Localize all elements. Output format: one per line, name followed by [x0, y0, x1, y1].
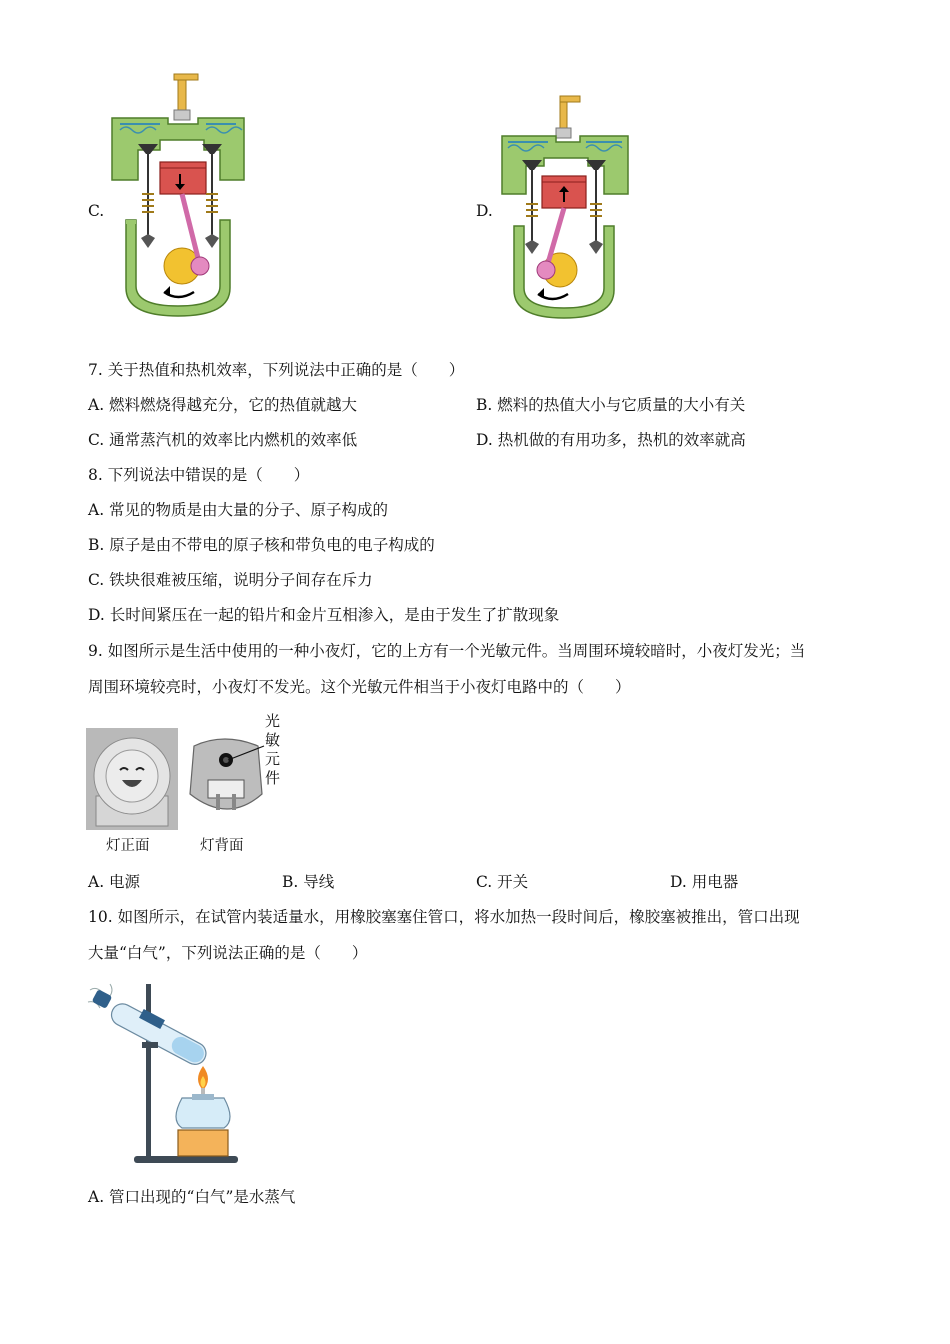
q7-option-a: A. 燃料燃烧得越充分，它的热值就越大: [88, 396, 358, 414]
option-c-label: C.: [88, 202, 105, 220]
question-7-stem: 7. 关于热值和热机效率，下列说法中正确的是（ ）: [88, 361, 465, 379]
question-10-stem-line1: 10. 如图所示，在试管内装适量水，用橡胶塞塞住管口，将水加热一段时间后，橡胶塞被推出，管口出现: [88, 908, 800, 926]
engine-diagram-c: [108, 70, 248, 322]
test-tube-heating-diagram: [86, 980, 246, 1168]
q7-option-c: C. 通常蒸汽机的效率比内燃机的效率低: [88, 431, 358, 449]
sensor-label: [265, 712, 285, 788]
q8-option-a: A. 常见的物质是由大量的分子、原子构成的: [88, 501, 389, 519]
q9-option-d: D. 用电器: [670, 873, 739, 891]
question-9-stem-line1: 9. 如图所示是生活中使用的一种小夜灯，它的上方有一个光敏元件。当周围环境较暗时，小夜灯发光；当: [88, 642, 806, 660]
q9-option-c: C. 开关: [476, 873, 529, 891]
q9-option-a: A. 电源: [88, 873, 141, 891]
question-8-stem: 8. 下列说法中错误的是（ ）: [88, 466, 310, 484]
q8-option-c: C. 铁块很难被压缩，说明分子间存在斥力: [88, 571, 373, 589]
q7-option-b: B. 燃料的热值大小与它质量的大小有关: [476, 396, 746, 414]
engine-diagram-d: [498, 94, 638, 324]
q10-option-a: A. 管口出现的“白气”是水蒸气: [88, 1188, 296, 1206]
sensor-label-char: 件: [265, 769, 281, 787]
sensor-label-char: 敏: [265, 731, 281, 749]
q8-option-d: D. 长时间紧压在一起的铅片和金片互相渗入，是由于发生了扩散现象: [88, 606, 560, 624]
night-light-front-photo: [86, 728, 178, 830]
sensor-pointer-line: [226, 740, 266, 764]
option-d-label: D.: [476, 202, 493, 220]
q7-option-d: D. 热机做的有用功多，热机的效率就高: [476, 431, 746, 449]
q9-option-b: B. 导线: [282, 873, 335, 891]
caption-front: 灯正面: [106, 838, 150, 854]
sensor-label-char: 光: [265, 712, 281, 730]
question-10-stem-line2: 大量“白气”，下列说法正确的是（ ）: [88, 944, 368, 962]
question-9-stem-line2: 周围环境较亮时，小夜灯不发光。这个光敏元件相当于小夜灯电路中的（ ）: [88, 678, 631, 696]
q8-option-b: B. 原子是由不带电的原子核和带负电的电子构成的: [88, 536, 435, 554]
caption-back: 灯背面: [200, 838, 244, 854]
sensor-label-char: 元: [265, 750, 281, 768]
